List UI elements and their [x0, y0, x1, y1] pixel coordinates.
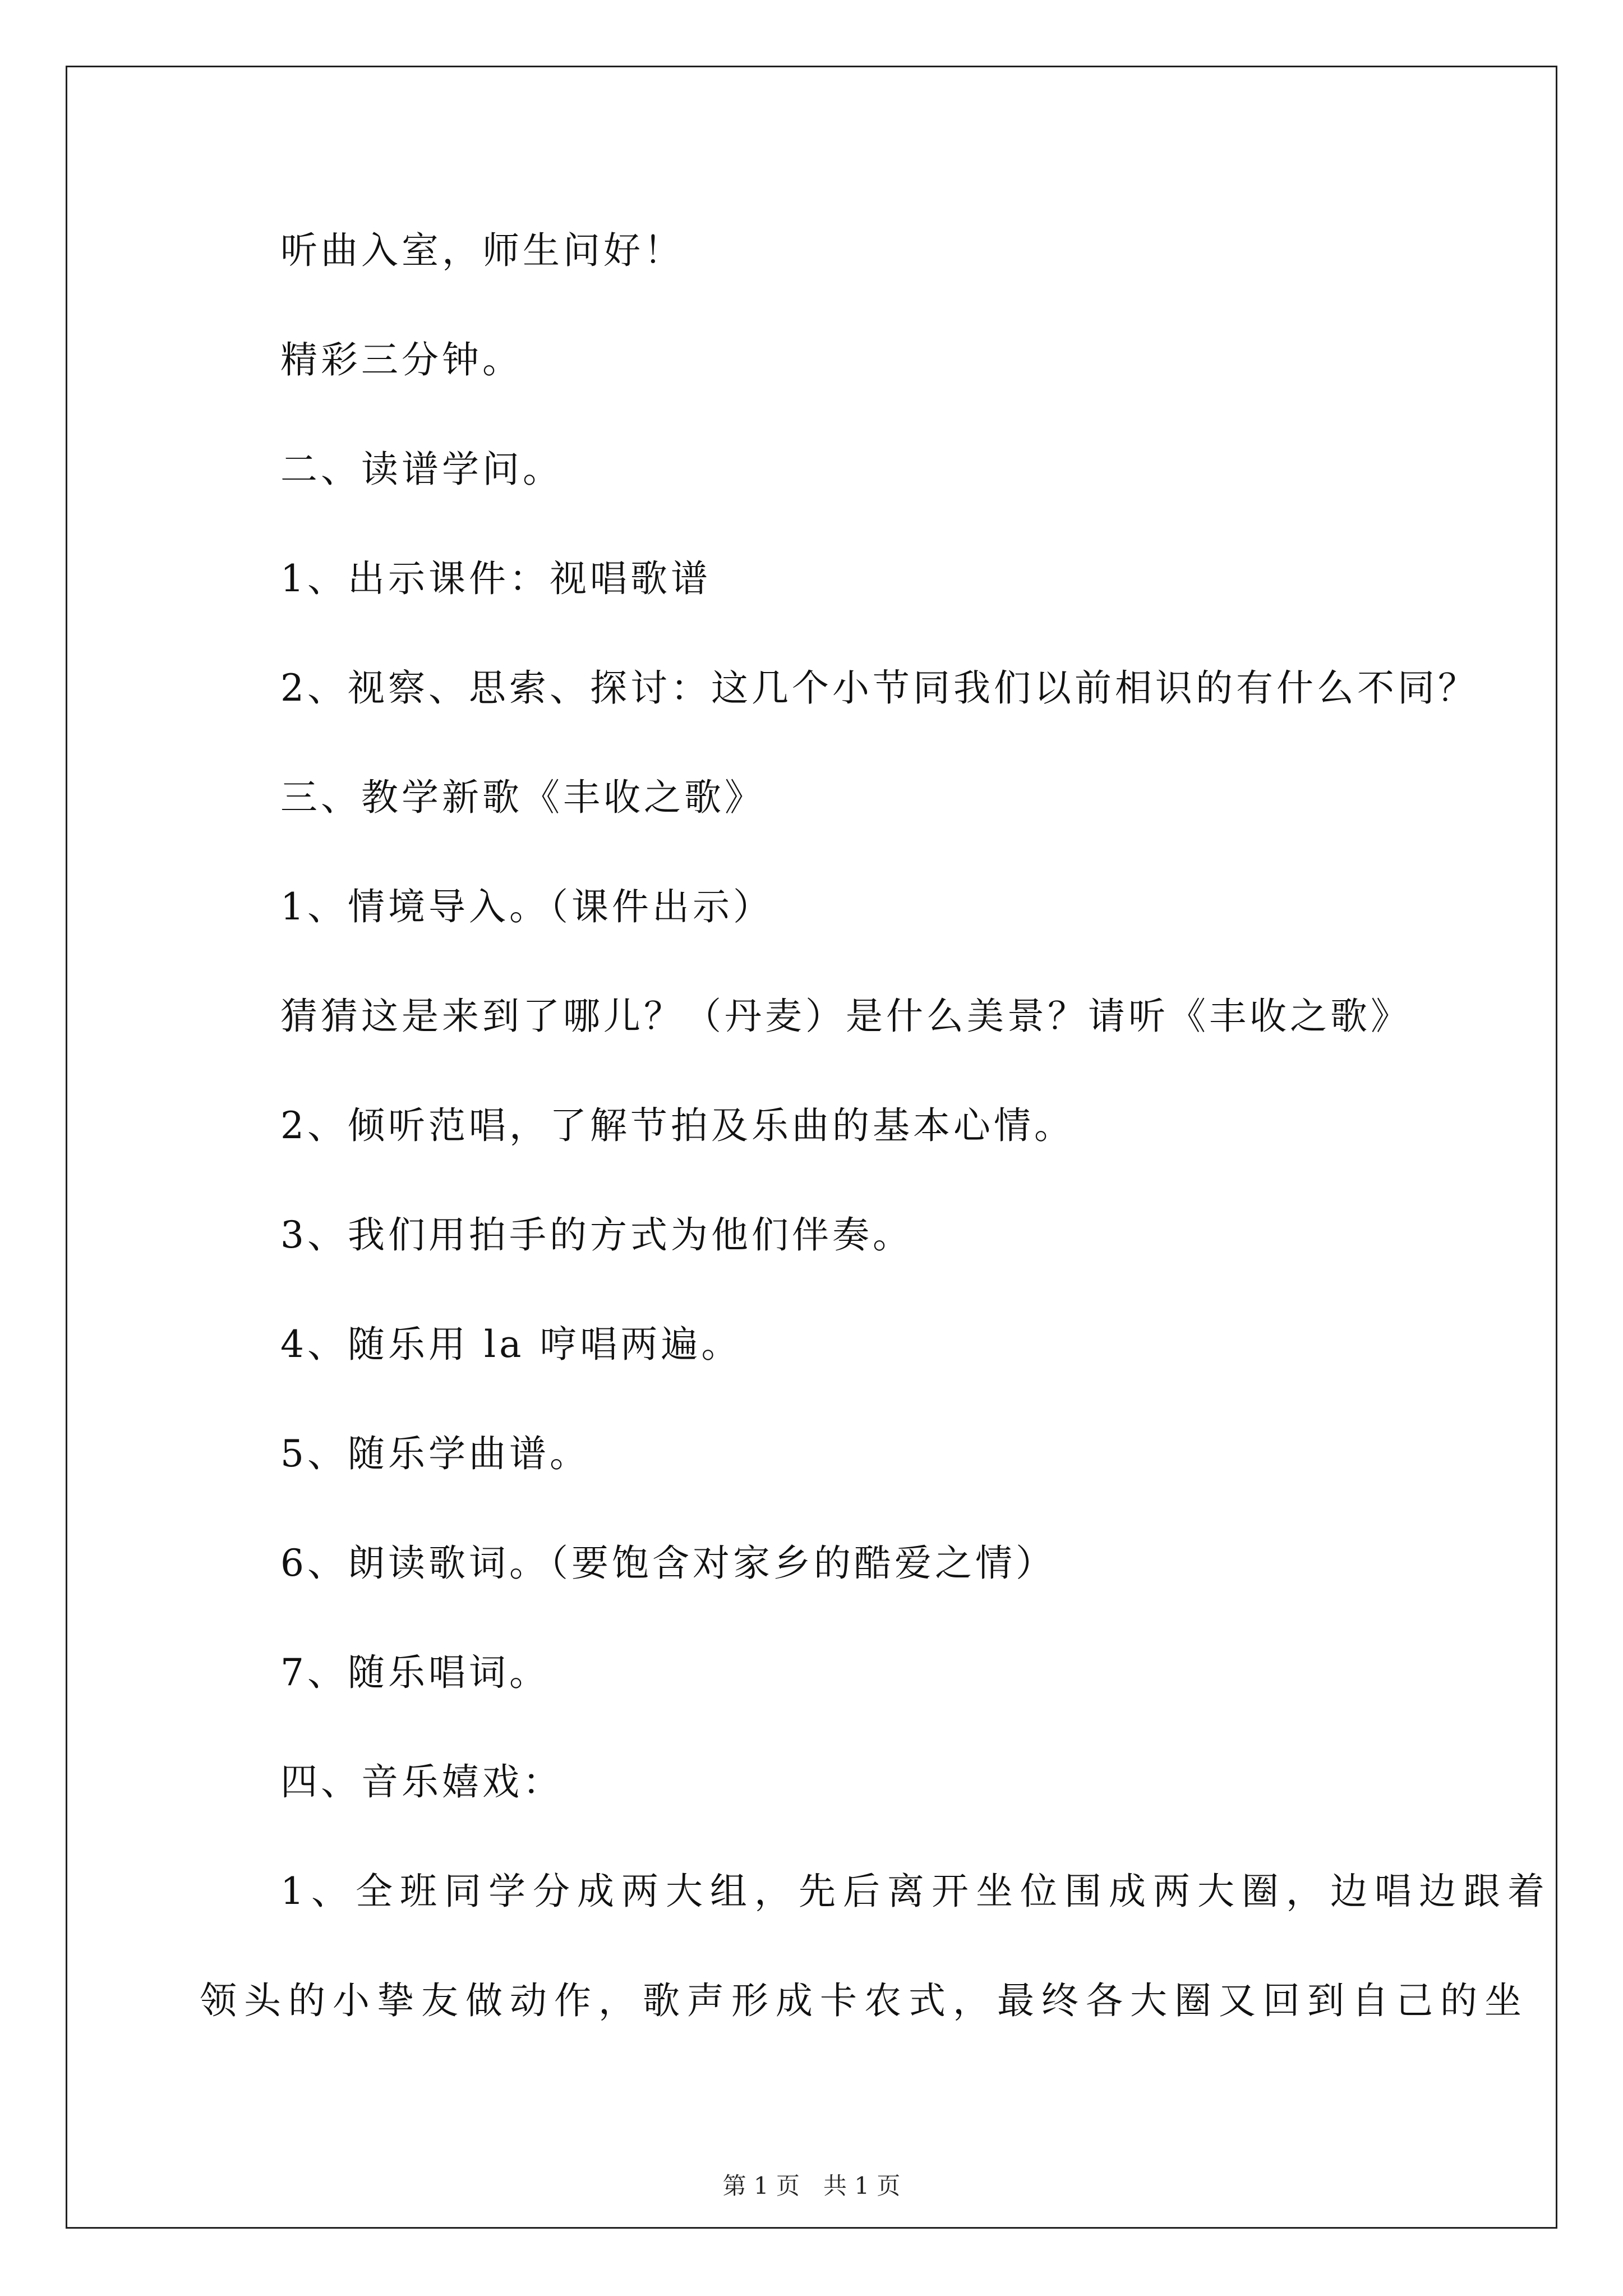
paragraph-step: 4、随乐用 la 哼唱两遍。 — [280, 1323, 742, 1366]
paragraph-step: 1、情境导入。（课件出示） — [280, 885, 773, 928]
paragraph-game-line-2: 领头的小挚友做动作，歌声形成卡农式，最终各大圈又回到自己的坐 — [200, 1979, 1529, 2022]
paragraph-greeting: 听曲入室，师生问好！ — [280, 229, 684, 272]
paragraph-game-line-1: 1、全班同学分成两大组，先后离开坐位围成两大圈，边唱边跟着 — [280, 1870, 1552, 1913]
paragraph-step: 7、随乐唱词。 — [280, 1651, 550, 1694]
paragraph-three-minutes: 精彩三分钟。 — [280, 338, 523, 381]
heading-section-two: 二、读谱学问。 — [280, 448, 563, 491]
heading-section-four: 四、音乐嬉戏： — [280, 1760, 563, 1803]
paragraph-step: 6、朗读歌词。（要饱含对家乡的酷爱之情） — [280, 1542, 1056, 1585]
page-number-footer: 第 1 页 共 1 页 — [722, 2172, 901, 2200]
paragraph-step: 2、视察、思索、探讨：这几个小节同我们以前相识的有什么不同？ — [280, 666, 1478, 710]
paragraph-step: 3、我们用拍手的方式为他们伴奏。 — [280, 1213, 913, 1257]
page-border — [66, 66, 1557, 2229]
paragraph-step: 2、倾听范唱，了解节拍及乐曲的基本心情。 — [280, 1104, 1075, 1147]
paragraph-step: 1、出示课件：视唱歌谱 — [280, 557, 711, 600]
heading-section-three: 三、教学新歌《丰收之歌》 — [280, 776, 765, 819]
paragraph-guess: 猜猜这是来到了哪儿？（丹麦）是什么美景？请听《丰收之歌》 — [280, 995, 1411, 1038]
paragraph-step: 5、随乐学曲谱。 — [280, 1432, 590, 1475]
